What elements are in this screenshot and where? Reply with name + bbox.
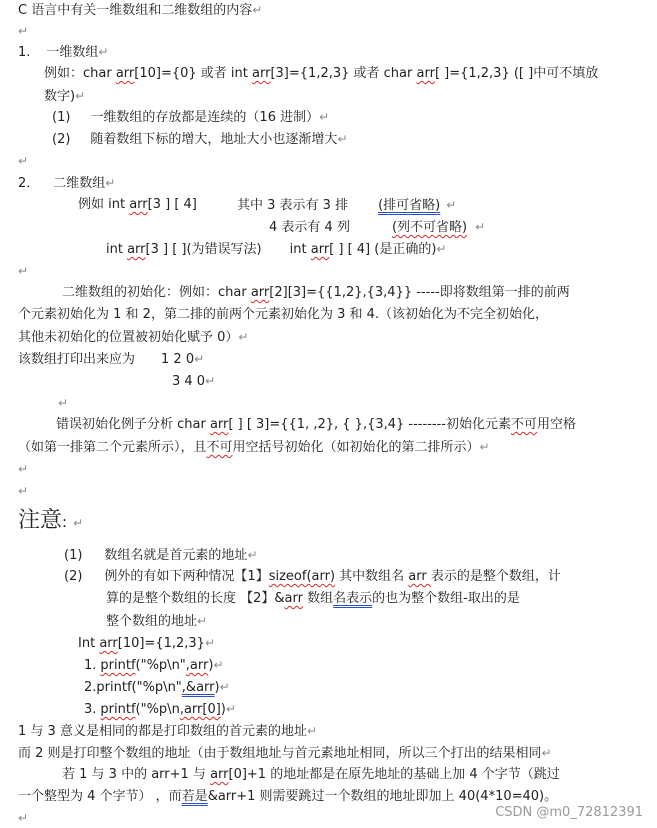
note-difference: 而 2 则是打印整个数组的地址（由于数组地址与首元素地址相同，所以三个打出的结果相同↵ <box>18 746 552 761</box>
section-2-error-line-1: 错误初始化例子分析 char arr[ ] [ 3]={{1, ,2}, { },{3,4} --------初始化元素不可用空格 <box>56 417 576 432</box>
note-heading: 注意: ↵ <box>18 508 84 533</box>
code-line-1: 1. printf("%p\n",arr)↵ <box>84 658 224 673</box>
empty-paragraph: ↵ <box>18 484 29 498</box>
empty-paragraph: ↵ <box>58 396 69 410</box>
empty-paragraph: ↵ <box>18 154 29 168</box>
code-declaration: Int arr[10]={1,2,3}↵ <box>78 636 216 651</box>
note-item-2-line-1: (2) 例外的有如下两种情况【1】sizeof(arr) 其中数组名 arr 表示的是整个数组，计 <box>64 569 561 584</box>
empty-paragraph: ↵ <box>18 811 29 825</box>
section-2-example: 例如 int arr[3 ] [ 4] <box>78 197 197 212</box>
empty-paragraph: ↵ <box>18 264 29 278</box>
section-2-init-line-2: 个元素初始化为 1 和 2，第二排的前两个元素初始化为 3 和 4.（该初始化为不完全初始化， <box>18 307 549 322</box>
section-2-init-line-3: 其他未初始化的位置被初始化赋予 0）↵ <box>18 330 249 345</box>
note-last-line-1: 若 1 与 3 中的 arr+1 与 arr[0]+1 的地址都是在原先地址的基础上加 4 个字节（跳过 <box>62 767 560 782</box>
section-1-example: 例如：char arr[10]={0} 或者 int arr[3]={1,2,3} 或者 char arr[ ]={1,2,3} ([ ]中可不填放 <box>44 66 599 81</box>
note-same-meaning: 1 与 3 意义是相同的都是打印数组的首元素的地址↵ <box>18 724 318 739</box>
empty-paragraph: ↵ <box>18 462 29 476</box>
section-1-item-2: (2) 随着数组下标的增大，地址大小也逐渐增大↵ <box>52 132 348 147</box>
section-2-rows-note: 其中 3 表示有 3 排 (排可省略) ↵ <box>237 198 457 213</box>
doc-title: C 语言中有关一维数组和二维数组的内容↵ <box>18 3 263 18</box>
section-2-wrong-right: int arr[3 ] [ ](为错误写法) int arr[ ] [ 4] (是正确的)↵ <box>106 242 447 257</box>
section-1-heading: 1. 一维数组↵ <box>18 45 109 60</box>
section-2-print-row-2: 3 4 0↵ <box>172 374 216 389</box>
note-last-line-2: 一个整型为 4 个字节） ，而若是&arr+1 则需要跳过一个数组的地址即加上 40(4*10=40)。 <box>18 789 558 804</box>
code-line-3: 3. printf("%p\n,arr[0])↵ <box>84 702 236 717</box>
section-2-heading: 2． 二维数组↵ <box>18 176 116 191</box>
section-2-error-line-2: （如第一排第二个元素所示），且不可用空括号初始化（如初始化的第二排所示）↵ <box>18 440 490 455</box>
note-item-2-line-2: 算的是整个数组的长度 【2】&arr 数组名表示的也为整个数组-取出的是 <box>106 591 520 606</box>
section-1-item-1: (1) 一维数组的存放都是连续的（16 进制）↵ <box>52 110 330 125</box>
code-line-2: 2.printf("%p\n",&arr)↵ <box>84 680 230 695</box>
note-item-2-line-3: 整个数组的地址↵ <box>106 614 208 629</box>
csdn-watermark: CSDN @m0_72812391 <box>495 805 643 820</box>
section-2-print-label: 该数组打印出来应为 1 2 0↵ <box>18 352 205 367</box>
section-2-cols-note: 4 表示有 4 列 (列不可省略) ↵ <box>269 220 486 235</box>
note-item-1: (1) 数组名就是首元素的地址↵ <box>64 548 258 563</box>
section-1-example-cont: 数字)↵ <box>44 89 86 104</box>
section-2-init-line-1: 二维数组的初始化：例如：char arr[2][3]={{1,2},{3,4}} -----即将数组第一排的前两 <box>62 285 570 300</box>
empty-paragraph: ↵ <box>18 24 29 38</box>
